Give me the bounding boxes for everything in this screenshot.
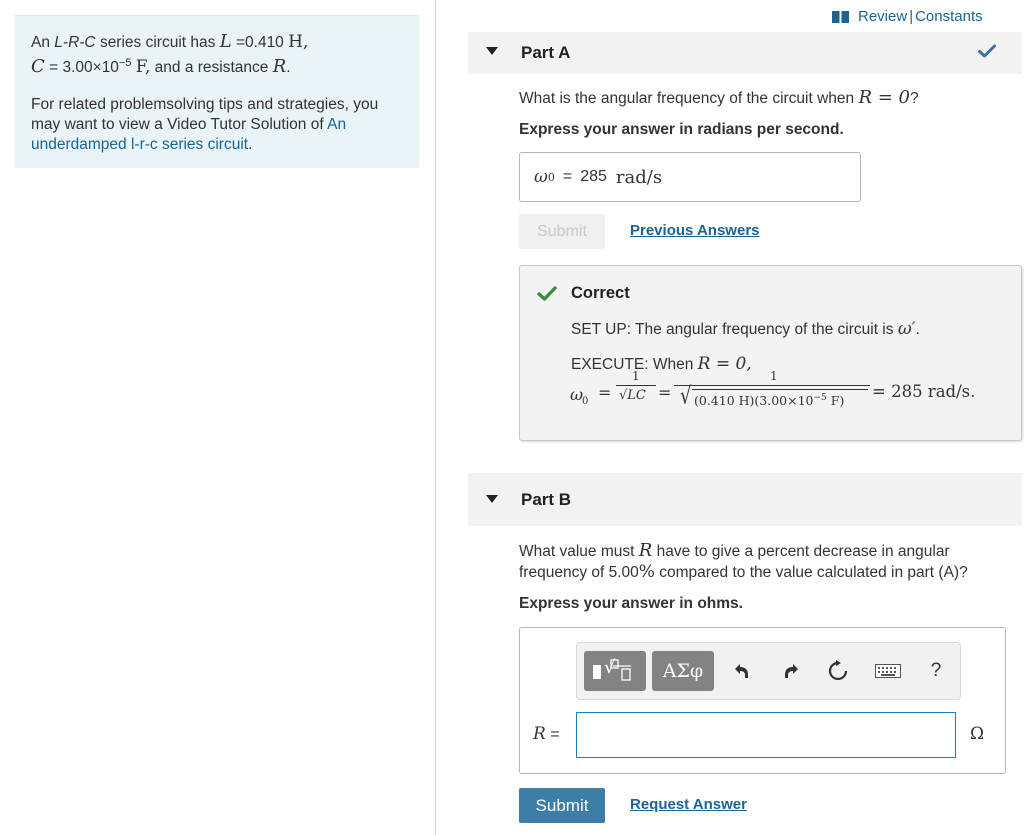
part-b-submit-button[interactable]: Submit: [519, 788, 605, 823]
resistance-symbol: R: [638, 540, 653, 561]
question-text: What value must: [519, 543, 635, 560]
previous-answers-link[interactable]: Previous Answers: [630, 222, 760, 239]
execute-math: R = 0,: [697, 354, 752, 374]
inductance-unit: H,: [288, 32, 309, 52]
question-mark: ?: [910, 90, 919, 107]
capacitance-unit: F,: [135, 57, 151, 78]
equals-sign: =: [49, 59, 59, 77]
equals-sign: =: [235, 34, 246, 51]
help-button[interactable]: ?: [930, 660, 942, 681]
question-text: compared to the value calculated in part (A)?: [659, 564, 968, 581]
omega-prime-symbol: ω′: [897, 319, 916, 339]
collapse-caret-icon[interactable]: [486, 495, 498, 503]
undo-icon[interactable]: [729, 658, 755, 684]
part-b-question: [519, 540, 968, 583]
fraction-denominator: [694, 393, 844, 408]
part-b-header[interactable]: [468, 473, 1022, 526]
answer-value: 285: [580, 168, 607, 185]
request-answer-link[interactable]: Request Answer: [630, 796, 747, 813]
question-text: What is the angular frequency of the circuit when: [519, 90, 855, 107]
denominator-exponent: −5: [813, 393, 827, 403]
percent-sign: %: [638, 562, 655, 582]
denominator-text: (0.410 H)(3.00×10: [694, 393, 814, 409]
tips-paragraph: [31, 95, 403, 155]
part-a-header[interactable]: [468, 32, 1022, 74]
reset-icon[interactable]: [825, 658, 851, 684]
resistance-symbol: R: [272, 56, 287, 78]
r-answer-input[interactable]: [576, 712, 956, 758]
constants-link[interactable]: Constants: [915, 8, 983, 25]
problem-text: .: [286, 59, 291, 77]
omega-subscript: 0: [547, 170, 555, 184]
problem-text: and a resistance: [154, 59, 269, 77]
templates-icon: [589, 657, 641, 685]
execute-line: [571, 354, 752, 374]
setup-line: SET UP: The angular frequency of the circuit is ω′.: [571, 319, 920, 339]
problem-text: An: [31, 34, 50, 51]
inductance-symbol: L: [219, 31, 232, 52]
omega-formula: ω 0 = 1 √LC = 1 √ (0.410 $H)(3.00\times 10^{-5}$ F) = 285 rad/s.: [570, 369, 976, 411]
correct-check-icon: [537, 286, 557, 305]
part-b-answer-area: [519, 627, 1006, 774]
question-text: have to give a percent decrease in angular: [656, 543, 950, 560]
denominator-end: F): [830, 393, 845, 409]
greek-symbols-button[interactable]: ΑΣφ: [652, 651, 714, 691]
math-toolbar: [576, 642, 961, 700]
omega-subscript: 0: [582, 396, 589, 407]
equals-sign: =: [562, 168, 573, 185]
problem-statement-panel: [15, 15, 419, 168]
keyboard-icon[interactable]: [873, 658, 903, 684]
review-constants-links: [832, 8, 983, 25]
inductance-value: 0.410: [245, 34, 284, 51]
tips-text: For related problemsolving tips and strategies, you may want to view a Video Tutor Solution of: [31, 96, 379, 134]
problem-text: series circuit has: [99, 34, 216, 51]
circuit-type: L-R-C: [54, 34, 96, 51]
omega-symbol: ω: [570, 385, 584, 404]
capacitance-value: 3.00×10: [62, 59, 119, 77]
capacitance-exponent: −5: [118, 57, 132, 69]
templates-button[interactable]: [584, 651, 646, 691]
feedback-box: [519, 265, 1022, 441]
part-a-question: [519, 87, 919, 109]
part-b-instruction: Express your answer in ohms.: [519, 595, 743, 612]
checkmark-icon: [978, 44, 996, 62]
question-math: R = 0: [858, 87, 910, 108]
feedback-status: Correct: [571, 284, 630, 302]
book-icon: [832, 11, 850, 23]
formula-result: = 285 rad/s.: [872, 382, 976, 401]
setup-text: SET UP: The angular frequency of the circuit is: [571, 321, 894, 338]
part-a-submit-button[interactable]: Submit: [519, 214, 605, 249]
part-a-title: Part A: [521, 43, 571, 62]
redo-icon[interactable]: [778, 658, 804, 684]
execute-text: EXECUTE: When: [571, 356, 694, 373]
problem-statement: [31, 32, 403, 78]
fraction-numerator: 1: [632, 369, 640, 383]
fraction-denominator: √LC: [619, 388, 646, 403]
capacitance-symbol: C: [31, 56, 45, 78]
ohm-unit: Ω: [970, 724, 985, 744]
part-a-instruction: Express your answer in radians per second.: [519, 121, 844, 138]
tips-text-end: .: [248, 136, 253, 154]
r-input-label: [533, 724, 560, 744]
video-tutor-link[interactable]: An underdamped l-r-c series circuit: [31, 116, 347, 154]
part-b-title: Part B: [521, 489, 572, 509]
link-separator: |: [909, 8, 914, 25]
svg-text:√: √: [604, 657, 616, 678]
collapse-caret-icon[interactable]: [486, 47, 498, 55]
review-link[interactable]: Review: [858, 8, 908, 25]
fraction-numerator: 1: [770, 369, 778, 383]
part-a-answer-box: [519, 152, 861, 202]
omega-symbol: ω: [534, 167, 548, 187]
equals-sign: =: [550, 726, 560, 743]
answer-unit: rad/s: [615, 166, 663, 188]
panel-divider: [435, 0, 436, 835]
question-text: frequency of 5.00: [519, 564, 639, 581]
resistance-symbol: R: [533, 724, 546, 744]
